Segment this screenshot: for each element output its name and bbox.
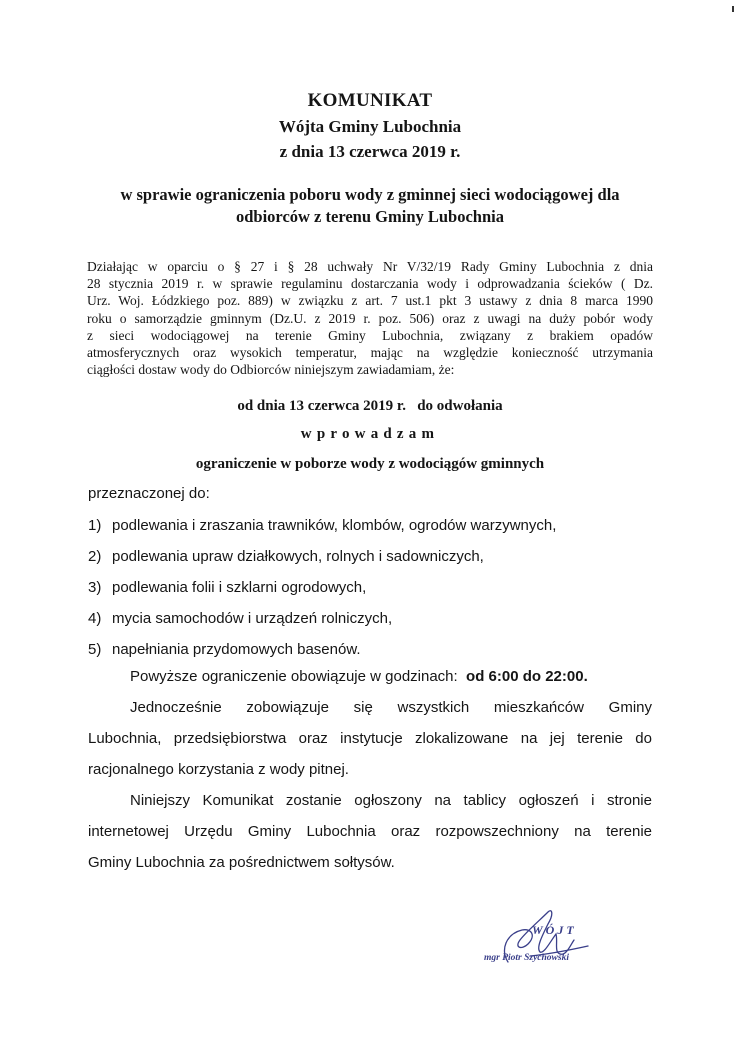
list-item: [88, 641, 361, 658]
hours-line: [130, 668, 588, 685]
date-line: z dnia 13 czerwca 2019 r.: [279, 142, 461, 161]
list-item-number: 4): [88, 610, 102, 627]
list-item-text: podlewania upraw działkowych, rolnych i sadowniczych,: [112, 548, 484, 565]
list-item-number: 1): [88, 517, 102, 534]
document-title: KOMUNIKAT: [307, 90, 433, 111]
list-item: [88, 579, 366, 596]
list-item: [88, 548, 484, 565]
stamp-title: WÓJT: [532, 923, 577, 937]
intro-line: 28 stycznia 2019 r. w sprawie regulaminu dostarczania wody i odprowadzania ścieków ( Dz.: [87, 276, 653, 292]
issuer-line: Wójta Gminy Lubochnia: [278, 117, 462, 136]
intro-paragraph: [87, 258, 653, 378]
scan-mark: [732, 6, 734, 12]
appeal-line-3: racjonalnego korzystania z wody pitnej.: [88, 761, 349, 778]
list-item-number: 5): [88, 641, 102, 658]
appeal-line-2: Lubochnia, przedsiębiorstwa oraz instytucje zlokalizowane na jej terenie do: [88, 730, 652, 747]
hours-text: Powyższe ograniczenie obowiązuje w godzinach:: [130, 668, 458, 685]
intro-line: roku o samorządzie gminnym (Dz.U. z 2019 r. poz. 506) oraz z uwagi na duży pobór wody: [87, 310, 653, 326]
stamp-name: mgr Piotr Szychowski: [484, 953, 569, 963]
hours-value: od 6:00 do 22:00.: [466, 668, 588, 685]
intended-label: przeznaczonej do:: [88, 485, 210, 502]
appeal-line-1: Jednocześnie zobowiązuje się wszystkich mieszkańców Gminy: [130, 699, 652, 716]
intro-line: z sieci wodociągowej na terenie Gminy Lubochnia, związany z brakiem opadów: [87, 327, 653, 343]
list-item-text: napełniania przydomowych basenów.: [112, 641, 361, 658]
subject-line-2: odbiorców z terenu Gminy Lubochnia: [235, 207, 504, 226]
list-item-number: 2): [88, 548, 102, 565]
publication-line-3: Gminy Lubochnia za pośrednictwem sołtysów.: [88, 854, 395, 871]
publication-line-2: internetowej Urzędu Gminy Lubochnia oraz rozpowszechniony na terenie: [88, 823, 652, 840]
list-item-text: podlewania folii i szklarni ogrodowych,: [112, 579, 367, 596]
list-item-text: mycia samochodów i urządzeń rolniczych,: [112, 610, 393, 627]
introduce-word: wprowadzam: [300, 426, 440, 442]
intro-line: ciągłości dostaw wody do Odbiorców niniejszym zawiadamiam, że:: [87, 362, 455, 378]
subject-line-1: w sprawie ograniczenia poboru wody z gminnej sieci wodociągowej dla: [120, 185, 620, 204]
intro-line: atmosferycznych oraz wysokich temperatur, mając na względzie konieczność utrzymania: [87, 345, 653, 361]
publication-line-1: Niniejszy Komunikat zostanie ogłoszony na tablicy ogłoszeń i stronie: [130, 792, 652, 809]
effective-from-line: od dnia 13 czerwca 2019 r. do odwołania: [237, 398, 503, 414]
intro-line: Działając w oparciu o § 27 i § 28 uchwały Nr V/32/19 Rady Gminy Lubochnia z dnia: [87, 259, 653, 274]
list-item-text: podlewania i zraszania trawników, klombów, ogrodów warzywnych,: [112, 517, 557, 534]
list-item: [88, 610, 392, 627]
signature-stamp: [470, 890, 630, 980]
list-item-number: 3): [88, 579, 102, 596]
restriction-heading: ograniczenie w poborze wody z wodociągów gminnych: [195, 456, 545, 472]
list-item: [88, 517, 556, 534]
intro-line: Urz. Woj. Łódzkiego poz. 889) w związku z art. 7 ust.1 pkt 3 ustawy z dnia 8 marca 1990: [87, 293, 653, 309]
